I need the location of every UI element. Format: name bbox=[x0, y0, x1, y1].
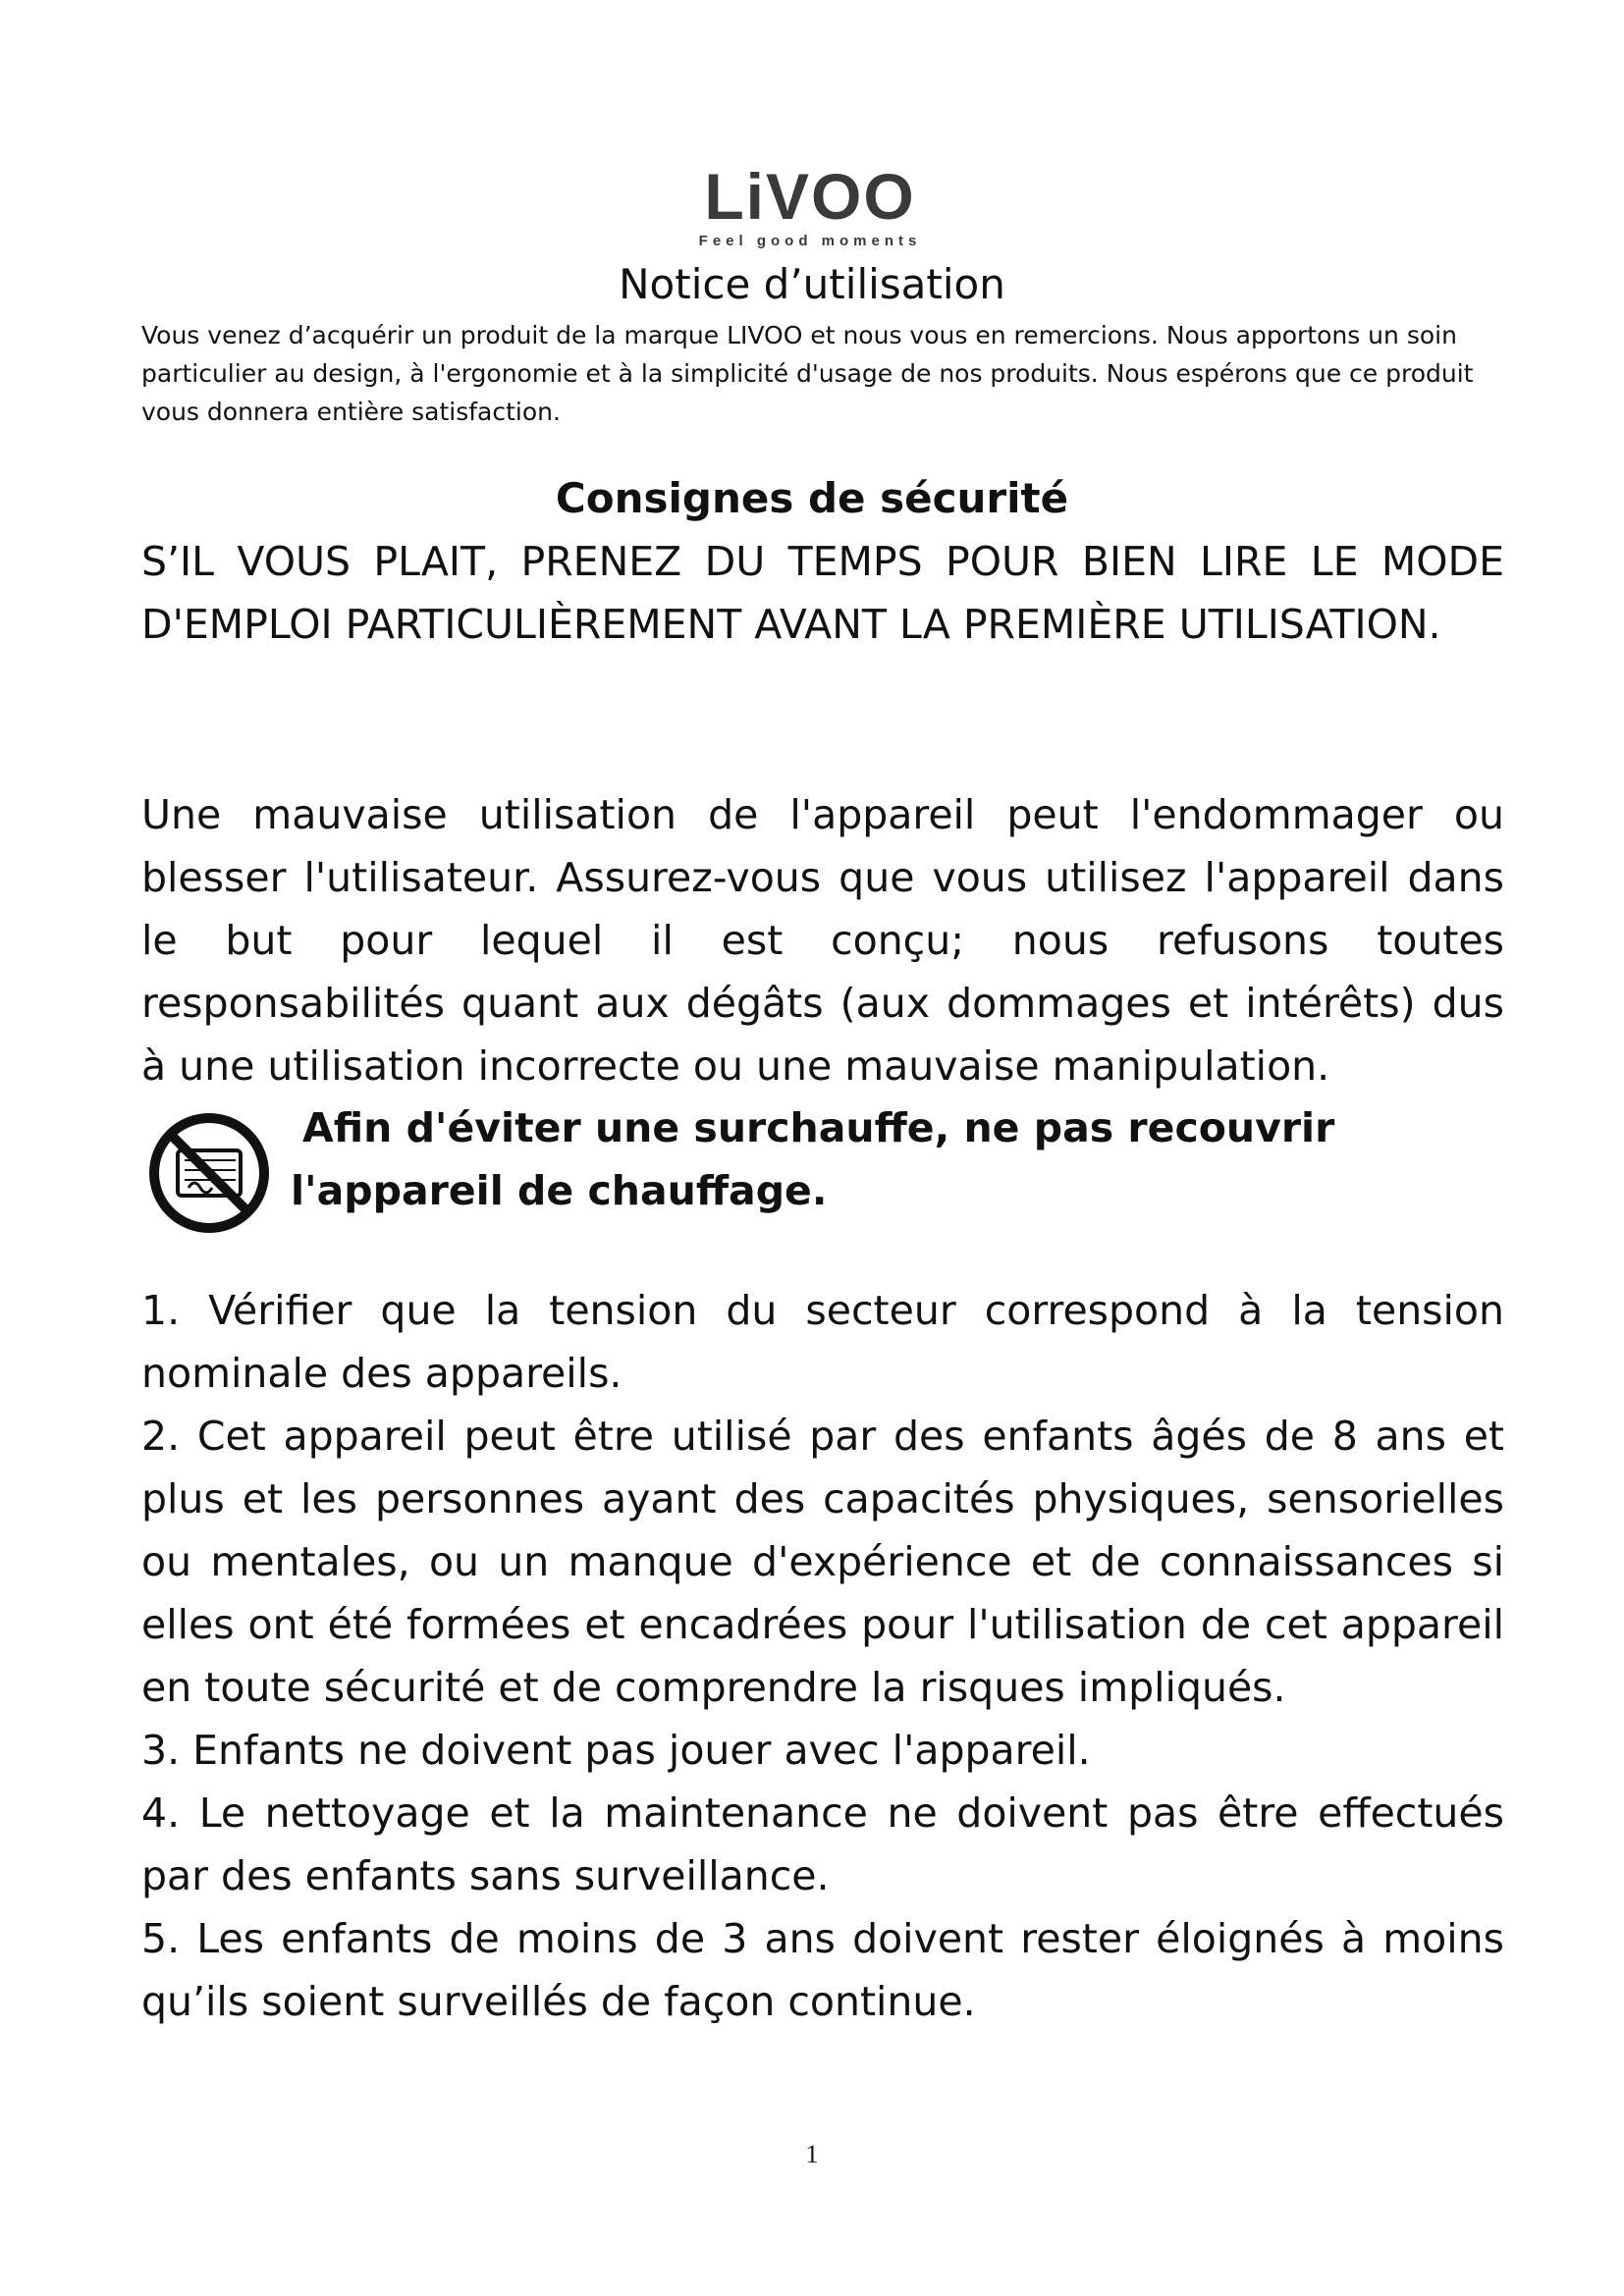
safety-rules-list bbox=[141, 1279, 1504, 2033]
intro-paragraph: Vous venez d’acquérir un produit de la marque LIVOO et nous vous en remercions. Nous apportons un soin particulier au design, à l'ergonomie et à la simplicité d'usage de nos produits. Nous espérons que ce produit vous donnera entière satisfaction. bbox=[141, 321, 1474, 426]
list-item: 5. Les enfants de moins de 3 ans doivent rester éloignés à moins qu’ils soient surveillés de façon continue. bbox=[141, 1915, 1504, 2025]
list-item: 1. Vérifier que la tension du secteur correspond à la tension nominale des appareils. bbox=[141, 1287, 1504, 1397]
misuse-paragraph: Une mauvaise utilisation de l'appareil peut l'endommager ou blesser l'utilisateur. Assurez-vous que vous utilisez l'appareil dans le but pour lequel il est conçu; nous refusons toutes responsabilités quant aux dégâts (aux dommages et intérêts) dus à une utilisation incorrecte ou une mauvaise manipulation. bbox=[141, 791, 1504, 1090]
no-cover-line-2: l'appareil de chauffage. bbox=[291, 1167, 828, 1214]
safety-heading: Consignes de sécurité bbox=[555, 474, 1069, 522]
list-item: 2. Cet appareil peut être utilisé par des enfants âgés de 8 ans et plus et les personnes ayant des capacités physiques, sensorielles ou mentales, ou un manque d'expérience et de connaissances si elles ont été formées et encadrées pour l'utilisation de cet appareil en toute sécurité et de comprendre la risques impliqués. bbox=[141, 1413, 1504, 1711]
document-title: Notice d’utilisation bbox=[619, 260, 1005, 308]
no-cover-warning bbox=[291, 1096, 1382, 1222]
logo-tagline: Feel good moments bbox=[698, 233, 922, 249]
page-number: 1 bbox=[805, 2140, 819, 2168]
logo-wordmark: LiVOO bbox=[704, 160, 916, 233]
do-not-cover-icon bbox=[145, 1109, 273, 1237]
read-manual-warning: S’IL VOUS PLAIT, PRENEZ DU TEMPS POUR BIEN LIRE LE MODE D'EMPLOI PARTICULIÈREMENT AVANT LA PREMIÈRE UTILISATION. bbox=[141, 538, 1504, 648]
list-item: 3. Enfants ne doivent pas jouer avec l'appareil. bbox=[141, 1727, 1091, 1774]
list-item: 4. Le nettoyage et la maintenance ne doivent pas être effectués par des enfants sans surveillance. bbox=[141, 1789, 1504, 1899]
no-cover-line-1: Afin d'éviter une surchauffe, ne pas recouvrir bbox=[302, 1104, 1335, 1151]
brand-logo bbox=[687, 162, 933, 249]
